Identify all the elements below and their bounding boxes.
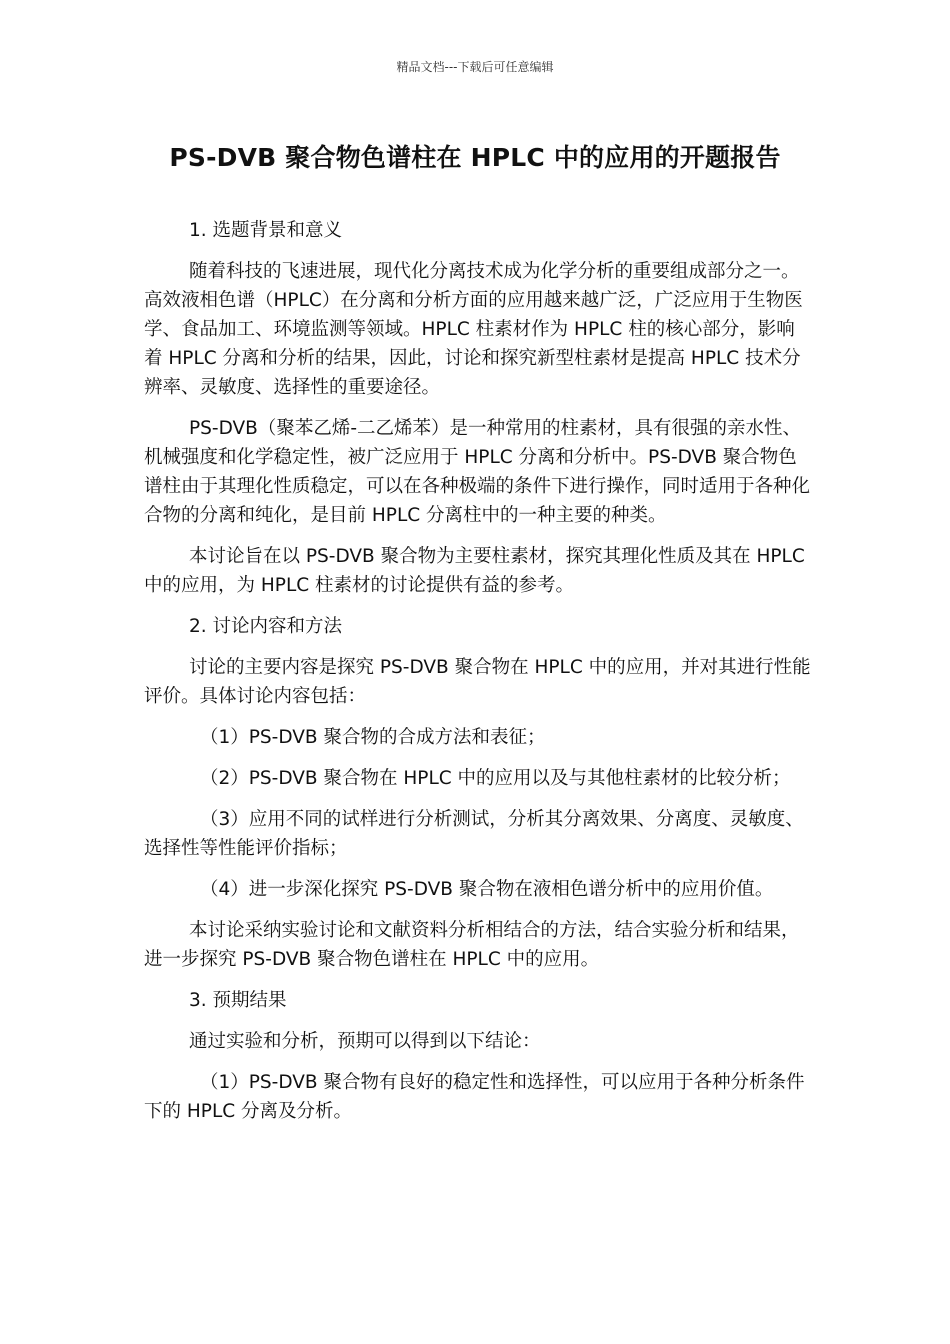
- document-body: [144, 216, 812, 1138]
- paragraph-method: 本讨论采纳实验讨论和文献资料分析相结合的方法，结合实验分析和结果，进一步探究 PS-DVB 聚合物色谱柱在 HPLC 中的应用。: [144, 920, 800, 970]
- paragraph-ps-dvb-intro: PS-DVB（聚苯乙烯-二乙烯苯）是一种常用的柱素材，具有很强的亲水性、机械强度和化学稳定性，被广泛应用于 HPLC 分离和分析中。PS-DVB 聚合物色谱柱由于其理化性质稳定，可以在各种极端的条件下进行操作，同时适用于各种化合物的分离和纯化，是目前 HPLC 分离柱中的一种主要的种类。: [144, 418, 811, 526]
- page-title: PS-DVB 聚合物色谱柱在 HPLC 中的应用的开题报告: [169, 143, 781, 172]
- list-item: （1）PS-DVB 聚合物的合成方法和表征；: [200, 727, 546, 748]
- list-item: （3）应用不同的试样进行分析测试，分析其分离效果、分离度、灵敏度、选择性等性能评价指标；: [144, 809, 804, 859]
- section-heading-2: 2. 讨论内容和方法: [189, 616, 343, 637]
- paragraph-content-intro: 讨论的主要内容是探究 PS-DVB 聚合物在 HPLC 中的应用，并对其进行性能评价。具体讨论内容包括：: [144, 657, 811, 707]
- section-heading-3: 3. 预期结果: [189, 990, 287, 1011]
- paragraph-expected-intro: 通过实验和分析，预期可以得到以下结论：: [189, 1031, 541, 1052]
- paragraph-purpose: 本讨论旨在以 PS-DVB 聚合物为主要柱素材，探究其理化性质及其在 HPLC 中的应用，为 HPLC 柱素材的讨论提供有益的参考。: [144, 546, 805, 596]
- section-heading-1: 1. 选题背景和意义: [189, 220, 343, 241]
- list-item: （1）PS-DVB 聚合物有良好的稳定性和选择性，可以应用于各种分析条件下的 HPLC 分离及分析。: [144, 1072, 805, 1122]
- list-item: （4）进一步深化探究 PS-DVB 聚合物在液相色谱分析中的应用价值。: [200, 879, 774, 900]
- paragraph-background: 随着科技的飞速进展，现代化分离技术成为化学分析的重要组成部分之一。高效液相色谱（HPLC）在分离和分析方面的应用越来越广泛，广泛应用于生物医学、食品加工、环境监测等领域。HPLC 柱素材作为 HPLC 柱的核心部分，影响着 HPLC 分离和分析的结果，因此，讨论和探究新型柱素材是提高 HPLC 技术分辨率、灵敏度、选择性的重要途径。: [144, 261, 803, 398]
- page-header: 精品文档---下载后可任意编辑: [396, 60, 554, 74]
- list-item: （2）PS-DVB 聚合物在 HPLC 中的应用以及与其他柱素材的比较分析；: [200, 768, 791, 789]
